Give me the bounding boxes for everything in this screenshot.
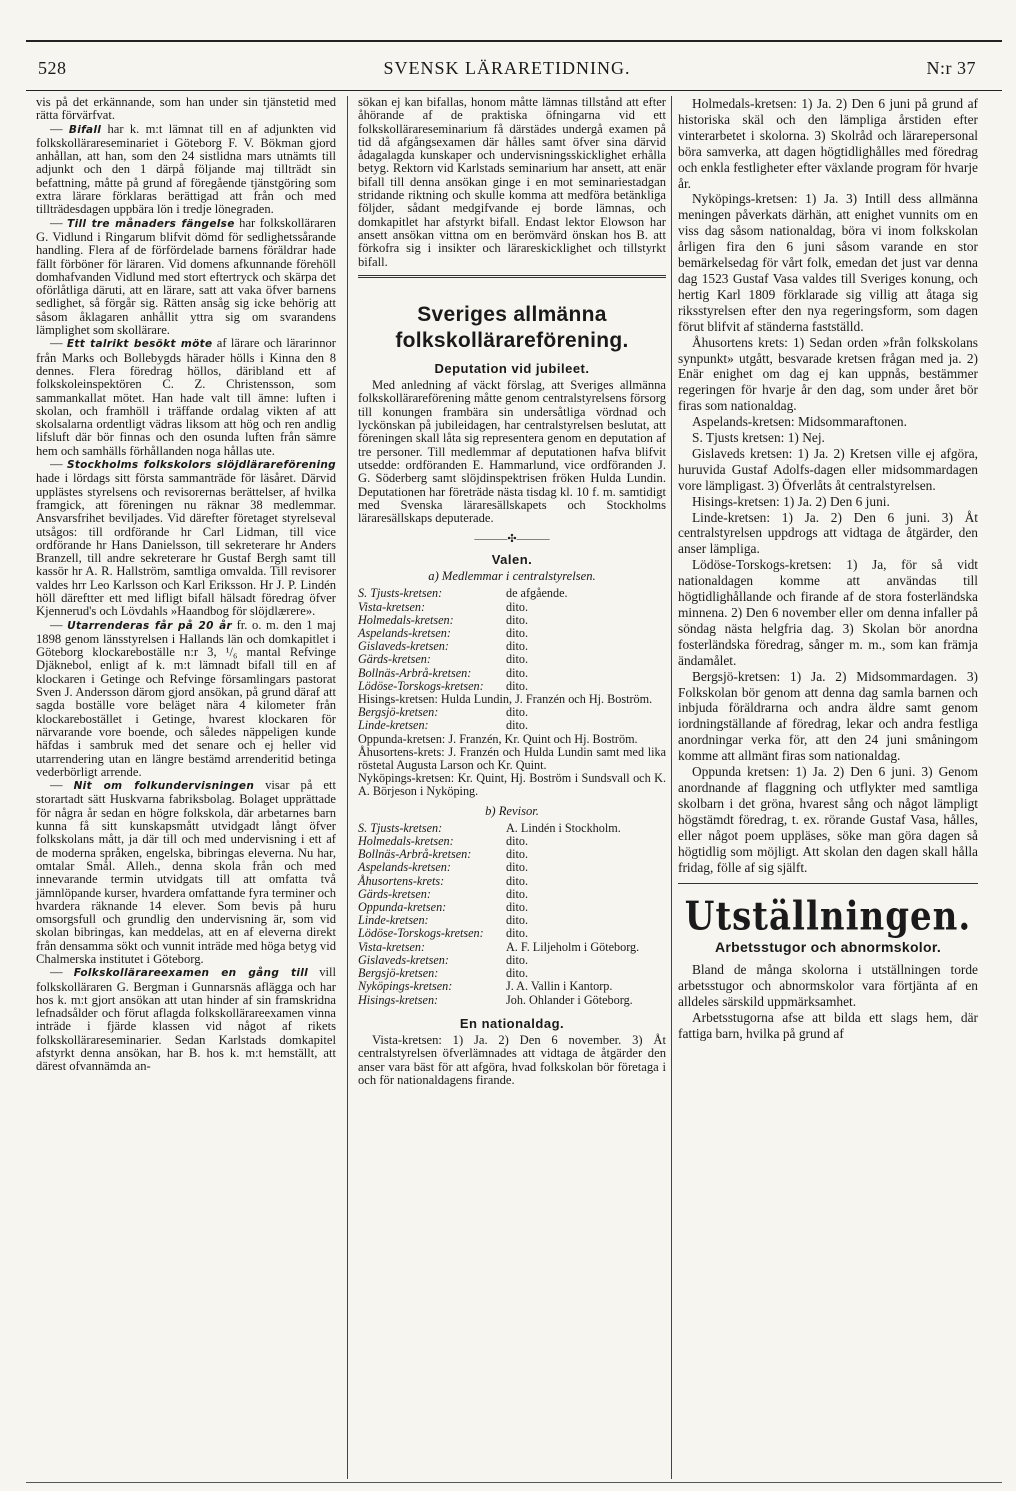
table-row — [358, 980, 666, 993]
row-key: Gärds-kretsen: — [358, 652, 431, 667]
row-key: Bollnäs-Arbrå-kretsen: — [358, 665, 472, 680]
column-middle — [358, 96, 666, 1087]
paragraph: — Stockholms folkskolors slöjdlärareförening hade i lördags sitt första sammanträde för läsåret. Därvid upplästes styrelsens och revisorernas berättelser, af hvilka framgick, att föreningen nu räknar 38 medlemmar. Ansvarsfrihet beviljades. Vid därefter företaget styrelseval utsågos: till ordförande hr Carl Lidman, till vice ordförande hr Hans Danielsson, till sekreterare hr Anders Branzell, till andre sekreterare hr Gustaf Bergh samt till kassör hr A. R. Hallström, samtliga omvalda. Till revisorer valdes hrr Leo Karlsson och Karl Eriksson. Hr J. P. Lindén höll däreftter ett med lifligt bifall hälsadt föredrag öfver Kjennerud's och Lövdahls »Haandbog för slöjdlærere». — [36, 457, 336, 619]
table-row — [358, 601, 666, 614]
paragraph: S. Tjusts kretsen: 1) Nej. — [692, 430, 825, 446]
row-value: dito. — [506, 625, 529, 640]
header-rule — [26, 90, 1002, 91]
row-key: S. Tjusts-kretsen: — [358, 586, 443, 601]
paragraph: Oppunda kretsen: 1) Ja. 2) Den 6 juni. 3) Genom anordnande af flaggning och utflykter med samtliga skolbarn i det gröna, hvarest sång och något lämpligt högstämdt föredrag, t. ex. rörande Gustaf Vasa, hålles, eller något poem uppläses, söke man göra dagen så högtidlig som möjligt. Att skolan den dagen skall hålla fridag, fölle af sig själft. — [678, 764, 978, 875]
row-key: Lödöse-Torskogs-kretsen: — [358, 926, 484, 941]
column-left — [36, 96, 336, 1074]
paragraph: Gislaveds kretsen: 1) Ja. 2) Kretsen ville ej afgöra, huruvida Gustaf Adolfs-dagen eller midsommardagen vore lämpligast. 3) Öfverlåts åt centralstyrelsen. — [678, 445, 978, 493]
row-key: Linde-kretsen: — [358, 718, 429, 733]
section-title: Sveriges allmänna folkskollärareförening. — [395, 302, 629, 352]
subheading: Deputation vid jubileet. — [434, 360, 590, 376]
paragraph: Lödöse-Torskogs-kretsen: 1) Ja, för så vidt nationaldagen komme att användas till högtidlighållande och firande af de stora fosterländska minnena. 2) Den 6 november eller om denna infaller på söndag nästa helgfria dag. 3) Skolan bör anordna fosterländska föredrag, sånger m. m., som kan främja ändamålet. — [678, 557, 978, 668]
list-item: Nyköpings-kretsen: Kr. Quint, Hj. Boström i Sundsvall och K. A. Börjeson i Nyköping. — [358, 771, 666, 799]
table-row — [358, 861, 666, 874]
table-row — [358, 667, 666, 680]
row-value: Joh. Ohlander i Göteborg. — [506, 992, 633, 1007]
row-value: dito. — [506, 926, 529, 941]
paragraph: — Folkskollärareexamen en gång till vill folkskolläraren G. Bergman i Gunnarsnäs aflägga och har hos k. m:t gjort ansökan att utan hinder af sin framskridna lefnadsålder och förut aflagda folkskollärareexamen vinna inträde i fjärde klassen vid något af rikets folkskollärareseminarier. Sedan Karlstads domkapitel afstyrkt denna ansökan, har B. hos k. m:t hemställt, att därest ofvannämda an- — [36, 965, 336, 1074]
issue-number: N:r 37 — [926, 58, 976, 78]
paragraph: Arbetsstugorna afse att bilda ett slags hem, där fattiga barn, hvilka på grund af — [678, 1009, 978, 1041]
row-key: Gärds-kretsen: — [358, 886, 431, 901]
paragraph: sökan ej kan bifallas, honom måtte lämnas tillstånd att efter åhörande af de praktiska öfningarna vid ett folkskollärareseminarium få därstädes undergå examen på tid då afgångsexamen där hålles samt öfver sina därvid ådagalagda kunskaper och undervisningsskicklighet erhålla betyg. Rektorn vid Karlstads seminarium har ansett, att enär bifall till denna ansökan ginge i en mot seminariestadgan stridande riktning och skulle komma att medföra betänkliga följder, sådant medgifvande ej borde lämnas, och domkapitlet har afstyrkt bifall. Endast lektor Elowson har ansett ansökan vittna om en berömvärd önskan hos B. att förkofra sig i insikter och lärareskicklighet och tillstyrkt bifall. — [358, 95, 666, 269]
paragraph: Holmedals-kretsen: 1) Ja. 2) Den 6 juni på grund af historiska skäl och den lämpliga årstiden efter vinterarbetet i skolorna. 3) Skolråd och lärarepersonal böra samverka, att dagen högtidlighålles med föredrag och enkla festligheter efter växlande program för hvarje år. — [678, 96, 978, 191]
row-key: Hisings-kretsen: — [358, 992, 439, 1007]
subheading-b: b) Revisor. — [485, 803, 539, 818]
column-right — [678, 96, 978, 1042]
ornament: ———✣——— — [474, 533, 550, 546]
section-divider — [358, 275, 666, 278]
section-divider — [678, 883, 978, 884]
row-value: dito. — [506, 678, 529, 693]
subheading: Valen. — [491, 551, 533, 567]
row-value: dito. — [506, 834, 529, 849]
row-key: S. Tjusts-kretsen: — [358, 820, 443, 835]
row-value: dito. — [506, 705, 529, 720]
table-row — [358, 941, 666, 954]
row-key: Bergsjö-kretsen: — [358, 966, 439, 981]
paragraph: Med anledning af väckt förslag, att Sveriges allmänna folkskollärareförening måtte genom centralstyrelsens försorg till konungen frambära sin undersåtliga vördnad och lyckönskan på jubileidagen, har centralstyrelsen beslutat, att föreningen skall låta sig representera genom en deputation af tre personer. Till medlemmar af deputationen hafva blifvit utsedde: ordföranden E. Hammarlund, vice ordföranden J. G. Söderberg samt slöjdinspektrisen fröken Hulda Lundin. Deputationen har företräde nästa tisdag kl. 10 f. m. samtidigt med Svenska läraresällskapets och Stockholms läraresällskaps deputerade. — [358, 378, 666, 526]
top-rule — [26, 40, 1002, 42]
exhibition-title: Utställningen. — [684, 894, 972, 941]
row-key: Linde-kretsen: — [358, 913, 429, 928]
paragraph: — Ett talrikt besökt möte af lärare och lärarinnor från Marks och Bollebygds härader hölls i Kinna den 8 dennes. Flera föredrag höllos, däribland ett af folkskoleinspektören C. Z. Christensson, som sammankallat mötet. Han hade valt till ämne: luften i skolan, och framhöll i träffande ordalag vikten af att skolsalarna ordentligt vädras liksom att hög och ren andlig lifsluft där bör finnas och den osunda luften från sämre hem och samhälls förhållanden noga hållas ute. — [36, 336, 336, 458]
paragraph: Nyköpings-kretsen: 1) Ja. 3) Intill dess allmänna meningen påverkats därhän, att enighet vunnits om en viss dag såsom nationaldag, böra vi inom folkskolan årligen fira den 6 juni såsom varande en stor bemärkelsedag för vårt folk, emedan det just var denna dag 1523 Gustaf Vasa valdes till Sveriges konung, och hertig Karl 1809 förklarade sig villig att åtaga sig riksstyrelsen efter den nya regeringsform, som dagen förut blifvit af ständerna fastställd. — [678, 191, 978, 334]
row-value: dito. — [506, 599, 529, 614]
row-key: Vista-kretsen: — [358, 599, 426, 614]
paragraph: — Utarrenderas får på 20 år fr. o. m. den 1 maj 1898 genom länsstyrelsen i Hallands län och domkapitlet i Göteborg klockareboställe n:r 3, ¹/₆ mantal Refvinge Djäknebol, enligt af k. m:t lämnadt bifall till en af klockaren i Getinge och Refvinge församlingars pastorat Sven J. Andersson därom gjord ansökan, på grund däraf att sagda boställe vore beläget nära 4 kilometer från klockarebostället i Getinge, hvarest klockaren för närvarande vore boende, och således näppeligen kunde häfdas i sambruk med det senare och ej heller vid utarrendering utan en längre bestämd arrenderitid betinga vederbörligt arrende. — [36, 617, 336, 779]
paragraph: Bergsjö-kretsen: 1) Ja. 2) Midsommardagen. 3) Folkskolan bör genom att denna dag samla barnen och inbjuda föräldrarna och andra äldre samt genom iordningställande af föredrag, lekar och andra festliga anordningar verka för, att den 24 juni småningom komme att allmänt firas som nationaldag. — [678, 668, 978, 764]
row-value: dito. — [506, 860, 529, 875]
row-value: dito. — [506, 652, 529, 667]
column-divider — [347, 96, 348, 1479]
election-table-a — [358, 587, 666, 693]
paragraph: Bland de många skolorna i utställningen torde arbetsstugor och abnormskolor vara förtjänta af en alldeles särskild uppmärksamhet. — [678, 962, 978, 1010]
table-row — [358, 680, 666, 693]
row-key: Bergsjö-kretsen: — [358, 705, 439, 720]
list-item: Åhusortens-krets: J. Franzén och Hulda Lundin samt med lika röstetal Augusta Larson och Kr. Quint. — [358, 744, 666, 772]
table-row — [358, 875, 666, 888]
row-value: dito. — [506, 966, 529, 981]
paragraph: Åhusortens krets: 1) Sedan orden »från folkskolans synpunkt» utgått, besvarade kretsen frågan med ja. 2) Enär enighet om dag ej kan uppnås, bestämmer regeringen för hvarje år den dag, som under året bör firas som nationaldag. — [678, 334, 978, 414]
paragraph: Vista-kretsen: 1) Ja. 2) Den 6 november. 3) Åt centralstyrelsen öfverlämnades att vidtaga de åtgärder den anser vara bäst för att afgöra, hvad folkskolan bör företaga i och för nationaldagens firande. — [358, 1033, 666, 1087]
row-value: dito. — [506, 873, 529, 888]
row-value: dito. — [506, 913, 529, 928]
paragraph: — Till tre månaders fängelse har folkskolläraren G. Vidlund i Ringarum blifvit dömd för sedlighetssårande handling. Flera af de förfördelade barnens föräldrar hade fällt förböner för läraren. Vid domens afkunnande förehöll domhafvanden Vidlund med stort eftertryck och skärpa det oförlåtliga däruti, att en lärare, satt att vaka öfver barnens sedlighet, så förgår sig. Rätten ansåg sig icke behörig att såsom åklagaren anhållit yttra sig om svarandens lämplighet som skollärare. — [36, 215, 336, 338]
row-key: Gislaveds-kretsen: — [358, 639, 449, 654]
row-key: Holmedals-kretsen: — [358, 612, 454, 627]
row-value: de afgående. — [506, 586, 568, 601]
row-key: Gislaveds-kretsen: — [358, 952, 449, 967]
table-row — [358, 614, 666, 627]
row-key: Vista-kretsen: — [358, 939, 426, 954]
list-item: Hisings-kretsen: Hulda Lundin, J. Franzén och Hj. Boström. — [358, 691, 653, 706]
row-value: A. F. Liljeholm i Göteborg. — [506, 939, 640, 954]
table-row — [358, 927, 666, 940]
row-key: Åhusortens-krets: — [358, 873, 445, 888]
table-row — [358, 719, 666, 732]
row-key: Oppunda-kretsen: — [358, 900, 447, 915]
page-header — [38, 58, 976, 82]
table-row — [358, 587, 666, 600]
subheading: En nationaldag. — [459, 1015, 565, 1031]
row-value: dito. — [506, 718, 529, 733]
row-value: J. A. Vallin i Kantorp. — [506, 979, 613, 994]
row-value: dito. — [506, 847, 529, 862]
row-key: Lödöse-Torskogs-kretsen: — [358, 678, 484, 693]
row-key: Aspelands-kretsen: — [358, 625, 451, 640]
list-item: Oppunda-kretsen: J. Franzén, Kr. Quint och Hj. Boström. — [358, 731, 638, 746]
table-row — [358, 653, 666, 666]
row-key: Holmedals-kretsen: — [358, 834, 454, 849]
row-key: Aspelands-kretsen: — [358, 860, 451, 875]
row-value: dito. — [506, 639, 529, 654]
row-value: dito. — [506, 900, 529, 915]
bottom-rule — [26, 1482, 1002, 1483]
paragraph: — Bifall har k. m:t lämnat till en af adjunkten vid folkskollärareseminariet i Göteborg F. V. Bökman gjord anhållan, att han, som den 24 sistlidna mars utnämts till adjunkt och den 1 därpå följande maj tillträdt sin befattning, måtte på grund af föregående tjänstgöring som extra lärare förklaras berättigad att från och med tillträdesdagen uppbära lön i tredje lönegraden. — [36, 121, 336, 217]
election-table-b — [358, 822, 666, 1007]
row-value: dito. — [506, 612, 529, 627]
paragraph: vis på det erkännande, som han under sin tjänstetid med rätta förvärfvat. — [36, 95, 336, 123]
column-divider — [671, 96, 672, 1479]
row-value: dito. — [506, 665, 529, 680]
page-number: 528 — [38, 58, 67, 78]
paragraph: — Nit om folkundervisningen visar på ett storartadt sätt Huskvarna fabriksbolag. Bolaget upprättade för några år sedan en högre folkskola, där arbetarnes barn kunna få sitt kunskapsmått utvidgadt långt öfver folkskolans mått, ja där till och med undervisning i ett af de moderna språken, engelska, bibringas eleverna. Nu har, omtalar Smål. Alleh., denna skola från och med innevarande termin utvidgats till att omfatta två jämnlöpande kurser, hvardera omfattande fyra terminer och hvardera räknande 14 elever. Som bevis på huru omsorgsfull och grundlig den undervisning är, som vid skolan bibringas, kan meddelas, att en af eleverna direkt från densamma sökt och vunnit inträde med höga betyg vid Chalmerska institutet i Göteborg. — [36, 778, 337, 966]
row-key: Nyköpings-kretsen: — [358, 979, 453, 994]
subheading-a: a) Medlemmar i centralstyrelsen. — [428, 569, 596, 584]
paragraph: Hisings-kretsen: 1) Ja. 2) Den 6 juni. — [692, 493, 890, 509]
subheading: Arbetsstugor och abnormskolor. — [714, 939, 942, 956]
row-key: Bollnäs-Arbrå-kretsen: — [358, 847, 472, 862]
row-value: A. Lindén i Stockholm. — [506, 820, 621, 835]
paragraph: Aspelands-kretsen: Midsommaraftonen. — [692, 414, 907, 430]
paragraph: Linde-kretsen: 1) Ja. 2) Den 6 juni. 3) Åt centralstyrelsen uppdrogs att vidtaga de åtgärder, den anser lämpliga. — [678, 509, 978, 557]
table-row — [358, 994, 666, 1007]
row-value: dito. — [506, 952, 529, 967]
row-value: dito. — [506, 886, 529, 901]
election-table-a2 — [358, 706, 666, 732]
journal-title: SVENSK LÄRARETIDNING. — [383, 58, 631, 78]
